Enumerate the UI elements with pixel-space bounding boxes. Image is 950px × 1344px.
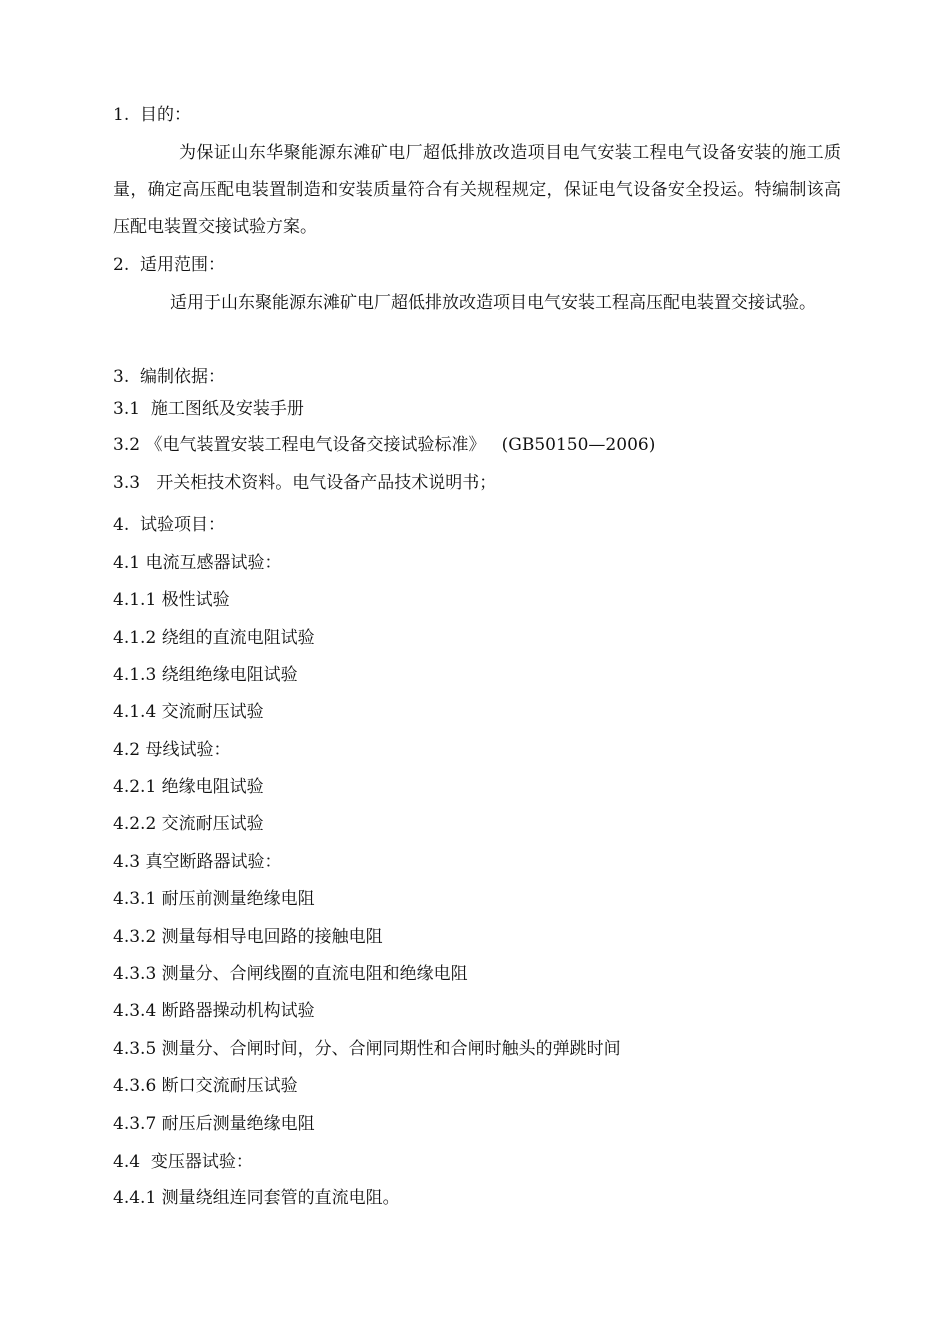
section-4-4-1: 4.4.1 测量绕组连同套管的直流电阻。 — [113, 1188, 400, 1208]
section-4-3-4: 4.3.4 断路器操动机构试验 — [113, 1001, 315, 1021]
section-4-3-5: 4.3.5 测量分、合闸时间，分、合闸同期性和合闸时触头的弹跳时间 — [113, 1039, 621, 1059]
section-2-body: 适用于山东聚能源东滩矿电厂超低排放改造项目电气安装工程高压配电装置交接试验。 — [170, 293, 816, 313]
section-4-heading: 4. 试验项目： — [113, 515, 226, 535]
section-4-4: 4.4 变压器试验： — [113, 1152, 253, 1172]
section-4-2-2: 4.2.2 交流耐压试验 — [113, 814, 264, 834]
section-4-3-2: 4.3.2 测量每相导电回路的接触电阻 — [113, 927, 383, 947]
section-3-3: 3.3 开关柜技术资料。电气设备产品技术说明书； — [113, 473, 497, 493]
section-1-heading: 1. 目的： — [113, 105, 192, 125]
section-4-3-7: 4.3.7 耐压后测量绝缘电阻 — [113, 1114, 315, 1134]
section-1-body: 为保证山东华聚能源东滩矿电厂超低排放改造项目电气安装工程电气设备安装的施工质量，确定高压配电装置制造和安装质量符合有关规程规定，保证电气设备安全投运。特编制该高压配电装置交接试验方案。 — [113, 143, 841, 237]
section-4-1-3: 4.1.3 绕组绝缘电阻试验 — [113, 665, 298, 685]
section-3-heading: 3. 编制依据： — [113, 367, 226, 387]
section-3-2: 3.2 《电气装置安装工程电气设备交接试验标准》 (GB50150—2006) — [113, 435, 656, 455]
section-4-3-1: 4.3.1 耐压前测量绝缘电阻 — [113, 889, 315, 909]
section-4-1-2: 4.1.2 绕组的直流电阻试验 — [113, 628, 315, 648]
section-4-1-4: 4.1.4 交流耐压试验 — [113, 702, 264, 722]
section-2-heading: 2. 适用范围： — [113, 255, 226, 275]
section-4-3-6: 4.3.6 断口交流耐压试验 — [113, 1076, 298, 1096]
section-4-2: 4.2 母线试验： — [113, 740, 231, 760]
section-4-1-1: 4.1.1 极性试验 — [113, 590, 230, 610]
section-4-3: 4.3 真空断路器试验： — [113, 852, 282, 872]
section-4-2-1: 4.2.1 绝缘电阻试验 — [113, 777, 264, 797]
section-4-3-3: 4.3.3 测量分、合闸线圈的直流电阻和绝缘电阻 — [113, 964, 468, 984]
section-4-1: 4.1 电流互感器试验： — [113, 553, 282, 573]
section-3-1: 3.1 施工图纸及安装手册 — [113, 399, 304, 419]
